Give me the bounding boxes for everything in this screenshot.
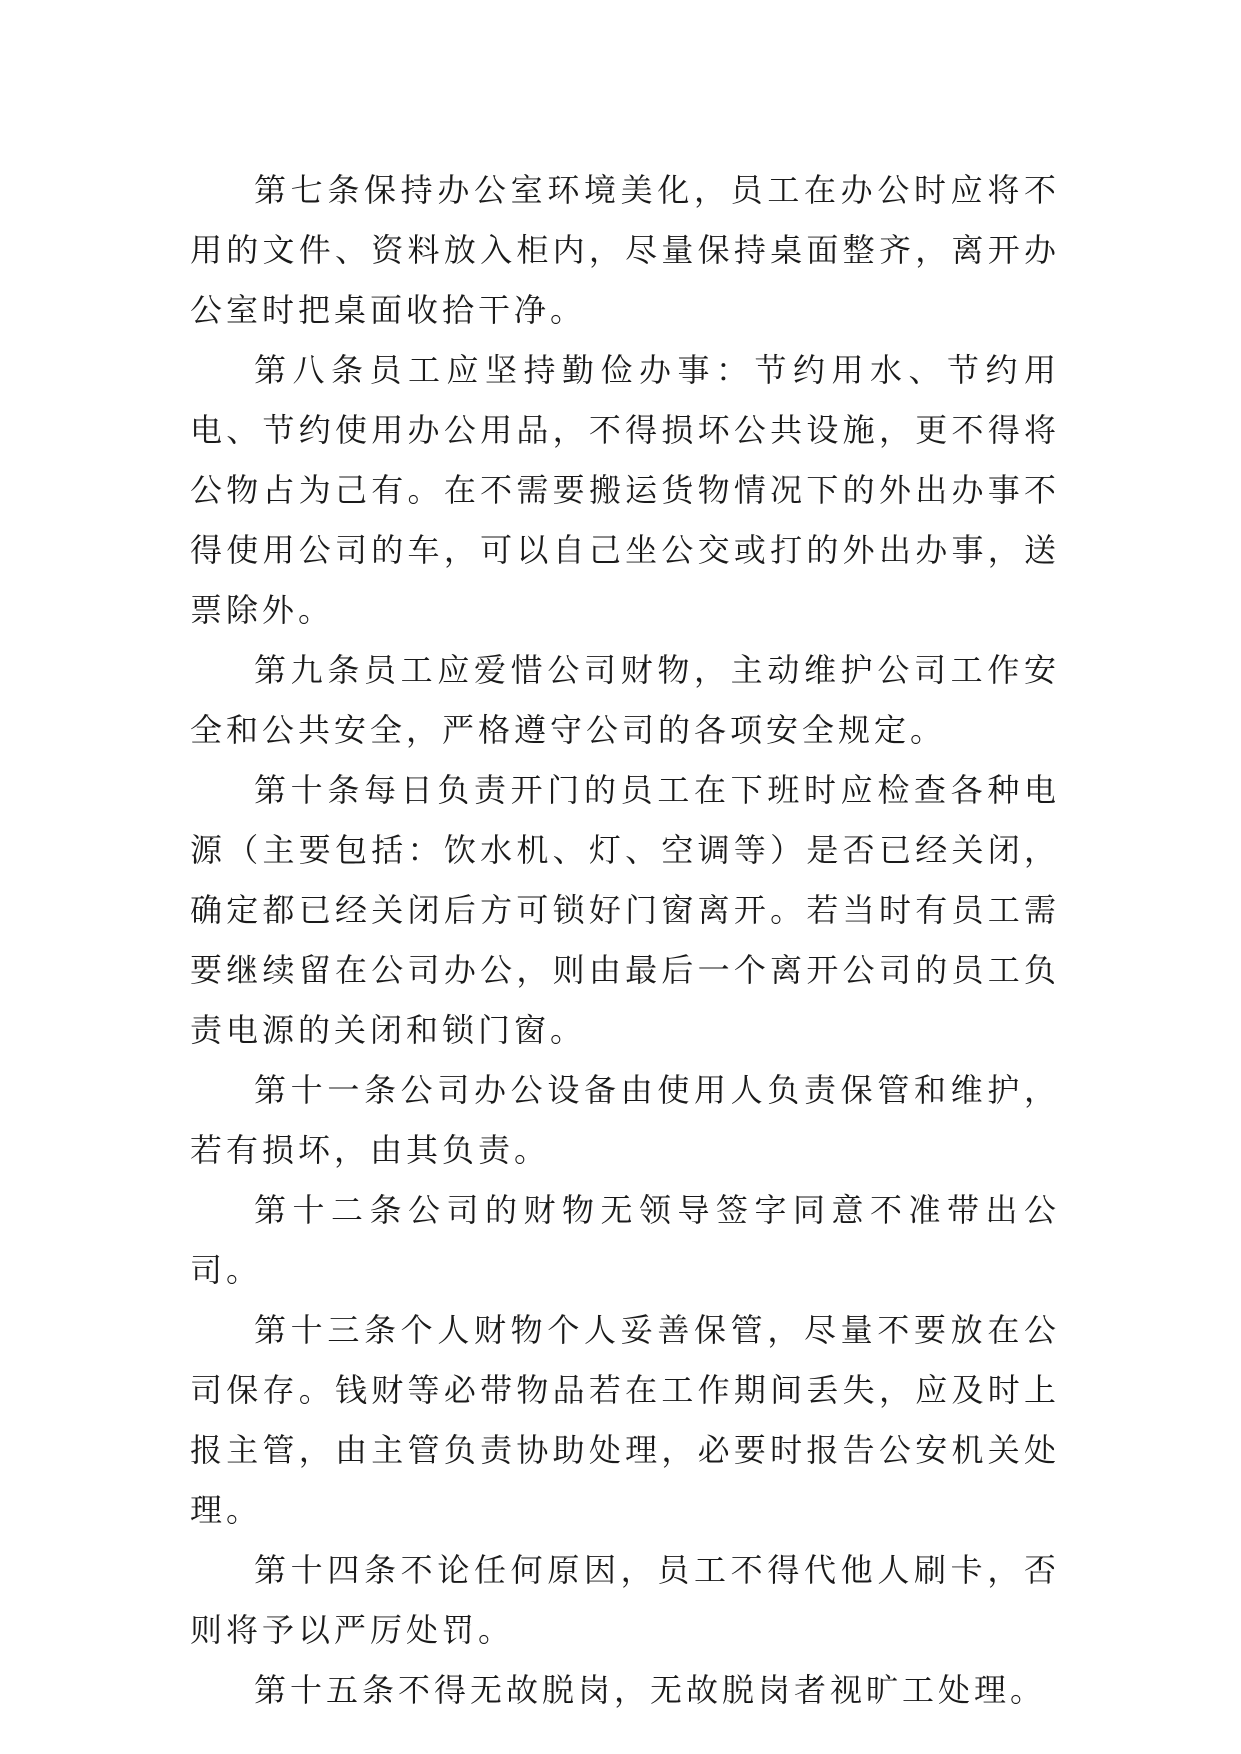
article-9-paragraph: 第九条员工应爱惜公司财物，主动维护公司工作安全和公共安全，严格遵守公司的各项安全规定。 xyxy=(190,651,1060,749)
document-body xyxy=(190,160,1060,1720)
article-14-paragraph: 第十四条不论任何原因，员工不得代他人刷卡，否则将予以严厉处罚。 xyxy=(190,1551,1060,1649)
article-7-paragraph: 第七条保持办公室环境美化，员工在办公时应将不用的文件、资料放入柜内，尽量保持桌面整齐，离开办公室时把桌面收拾干净。 xyxy=(190,171,1060,329)
article-12-paragraph: 第十二条公司的财物无领导签字同意不准带出公司。 xyxy=(190,1191,1060,1289)
article-10-paragraph: 第十条每日负责开门的员工在下班时应检查各种电源（主要包括：饮水机、灯、空调等）是否已经关闭，确定都已经关闭后方可锁好门窗离开。若当时有员工需要继续留在公司办公，则由最后一个离开公司的员工负责电源的关闭和锁门窗。 xyxy=(190,771,1060,1049)
article-15-paragraph: 第十五条不得无故脱岗，无故脱岗者视旷工处理。 xyxy=(254,1671,1047,1709)
article-11-paragraph: 第十一条公司办公设备由使用人负责保管和维护，若有损坏，由其负责。 xyxy=(190,1071,1060,1169)
article-8-paragraph: 第八条员工应坚持勤俭办事：节约用水、节约用电、节约使用办公用品，不得损坏公共设施，更不得将公物占为己有。在不需要搬运货物情况下的外出办事不得使用公司的车，可以自己坐公交或打的外出办事，送票除外。 xyxy=(190,351,1060,629)
article-13-paragraph: 第十三条个人财物个人妥善保管，尽量不要放在公司保存。钱财等必带物品若在工作期间丢失，应及时上报主管，由主管负责协助处理，必要时报告公安机关处理。 xyxy=(190,1311,1060,1529)
